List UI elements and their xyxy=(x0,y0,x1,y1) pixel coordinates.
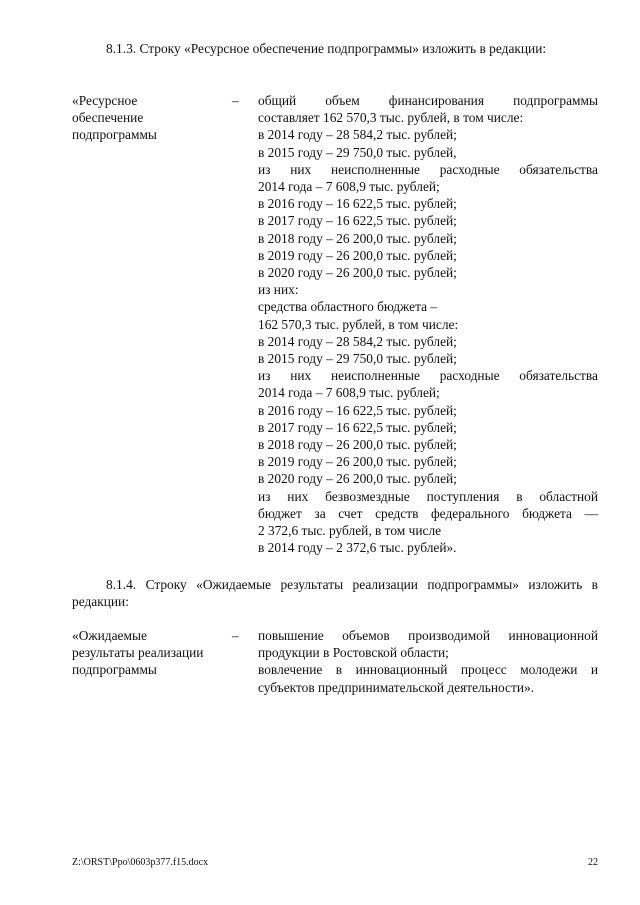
results-body xyxy=(258,627,598,696)
item-8-1-3-number: 8.1.3. xyxy=(106,41,137,56)
resources-line: в 2015 году – 29 750,0 тыс. рублей, xyxy=(258,144,457,160)
results-label xyxy=(72,627,222,679)
resources-line: в 2018 году – 26 200,0 тыс. рублей; xyxy=(258,437,457,453)
results-label-line: «Ожидаемые xyxy=(72,628,147,643)
item-8-1-4-text: Строку «Ожидаемые результаты реализации подпрограммы» изложить в редакции: xyxy=(72,577,598,610)
results-line: вовлечение в инновационный процесс молодежи и xyxy=(258,662,598,678)
resources-line: 2 372,6 тыс. рублей, в том числе xyxy=(258,523,442,539)
resources-line: 162 570,3 тыс. рублей, в том числе: xyxy=(258,316,459,332)
resources-line: в 2014 году – 28 584,2 тыс. рублей; xyxy=(258,333,457,349)
resources-dash: – xyxy=(232,93,239,108)
resources-label-line: подпрограммы xyxy=(72,127,157,143)
resources-label xyxy=(72,92,222,144)
resources-line: из них неисполненные расходные обязательства xyxy=(258,368,598,384)
resources-line: в 2014 году – 2 372,6 тыс. рублей». xyxy=(258,540,457,556)
resources-line: в 2016 году – 16 622,5 тыс. рублей; xyxy=(258,196,457,212)
resources-line: в 2014 году – 28 584,2 тыс. рублей; xyxy=(258,127,457,143)
item-8-1-3-paragraph xyxy=(72,40,598,57)
footer-file-path: Z:\ORST\Ppo\0603p377.f15.docx xyxy=(72,857,209,868)
resources-line: в 2020 году – 26 200,0 тыс. рублей; xyxy=(258,471,457,487)
resources-line: в 2017 году – 16 622,5 тыс. рублей; xyxy=(258,419,457,435)
results-line: повышение объемов производимой инновационной xyxy=(258,628,598,643)
results-label-line: подпрограммы xyxy=(72,662,157,678)
resources-line: в 2019 году – 26 200,0 тыс. рублей; xyxy=(258,247,457,263)
footer-page-number: 22 xyxy=(588,857,598,868)
resources-line: в 2017 году – 16 622,5 тыс. рублей; xyxy=(258,213,457,229)
resources-line: из них неисполненные расходные обязательства xyxy=(258,161,598,177)
resources-line: в 2015 году – 29 750,0 тыс. рублей; xyxy=(258,351,457,367)
results-dash: – xyxy=(232,628,239,643)
resources-line: в 2020 году – 26 200,0 тыс. рублей; xyxy=(258,265,457,281)
resources-line: в 2016 году – 16 622,5 тыс. рублей; xyxy=(258,402,457,418)
resources-line: в 2019 году – 26 200,0 тыс. рублей; xyxy=(258,454,457,470)
resources-line: 2014 года – 7 608,9 тыс. рублей; xyxy=(258,385,440,401)
results-label-line: результаты реализации xyxy=(72,645,204,661)
results-line: продукции в Ростовской области; xyxy=(258,645,449,661)
resources-line: из них безвозмездные поступления в областной xyxy=(258,488,598,504)
resources-line: 2014 года – 7 608,9 тыс. рублей; xyxy=(258,179,440,195)
resources-label-line: обеспечение xyxy=(72,110,144,126)
resources-label-line: «Ресурсное xyxy=(72,93,138,108)
item-8-1-4-paragraph xyxy=(72,576,598,610)
results-line: субъектов предпринимательской деятельности». xyxy=(258,679,535,695)
resources-line: бюджет за счет средств федерального бюджета — xyxy=(258,505,598,521)
resources-line: в 2018 году – 26 200,0 тыс. рублей; xyxy=(258,230,457,246)
resources-line: составляет 162 570,3 тыс. рублей, в том числе: xyxy=(258,110,524,126)
resources-body xyxy=(258,92,598,556)
resources-line: из них: xyxy=(258,282,299,298)
item-8-1-3-text: Строку «Ресурсное обеспечение подпрограммы» изложить в редакции: xyxy=(139,41,547,56)
item-8-1-4-number: 8.1.4. xyxy=(106,577,137,592)
resources-line: средства областного бюджета – xyxy=(258,299,438,315)
resources-line: общий объем финансирования подпрограммы xyxy=(258,93,598,108)
